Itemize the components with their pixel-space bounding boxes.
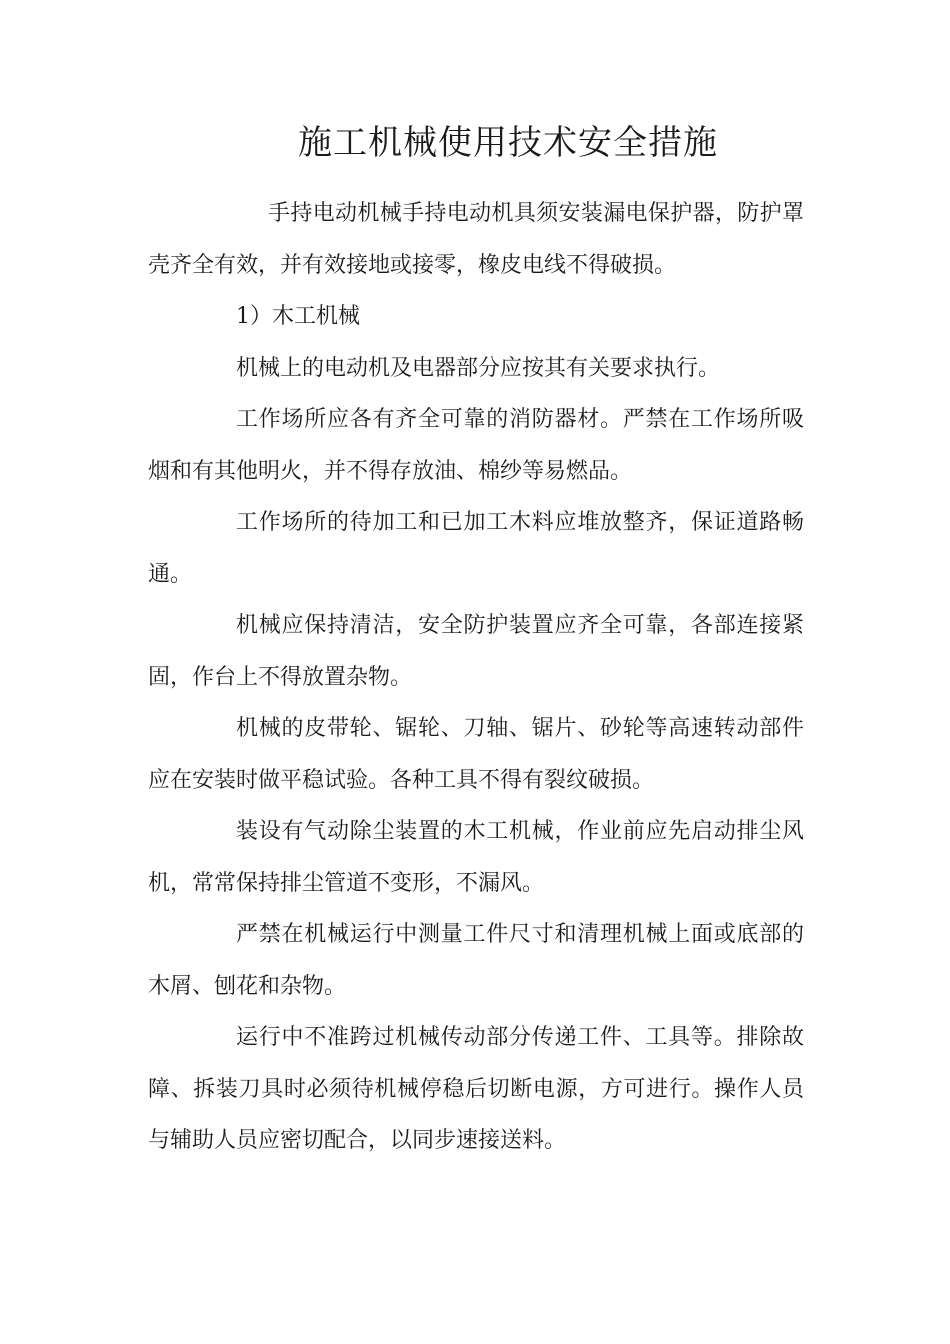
- page-title: 施工机械使用技术安全措施: [298, 123, 718, 163]
- paragraph-machine-cleanliness: 机械应保持清洁，安全防护装置应齐全可靠，各部连接紧固，作台上不得放置杂物。: [148, 613, 804, 690]
- paragraph-electric-motor: 机械上的电动机及电器部分应按其有关要求执行。: [236, 355, 721, 381]
- paragraph-no-measuring-while-running: 严禁在机械运行中测量工件尺寸和清理机械上面或底部的木屑、刨花和杂物。: [148, 922, 804, 999]
- paragraph-fire-equipment: 工作场所应各有齐全可靠的消防器材。严禁在工作场所吸烟和有其他明火，并不得存放油、棉纱等易燃品。: [148, 407, 804, 484]
- paragraph-material-stacking: 工作场所的待加工和已加工木料应堆放整齐，保证道路畅通。: [148, 510, 804, 587]
- paragraph-hand-tools: 手持电动机械手持电动机具须安装漏电保护器，防护罩壳齐全有效，并有效接地或接零，橡皮电线不得破损。: [148, 201, 804, 278]
- paragraph-rotating-parts: 机械的皮带轮、锯轮、刀轴、锯片、砂轮等高速转动部件应在安装时做平稳试验。各种工具不得有裂纹破损。: [148, 716, 804, 793]
- paragraph-dust-removal: 装设有气动除尘装置的木工机械，作业前应先启动排尘风机，常常保持排尘管道不变形，不漏风。: [148, 819, 804, 896]
- paragraph-operation-safety: 运行中不准跨过机械传动部分传递工件、工具等。排除故障、拆装刀具时必须待机械停稳后切断电源，方可进行。操作人员与辅助人员应密切配合，以同步速接送料。: [148, 1025, 804, 1153]
- section-heading-woodworking: 1）木工机械: [236, 304, 360, 329]
- document-body: [148, 188, 804, 1167]
